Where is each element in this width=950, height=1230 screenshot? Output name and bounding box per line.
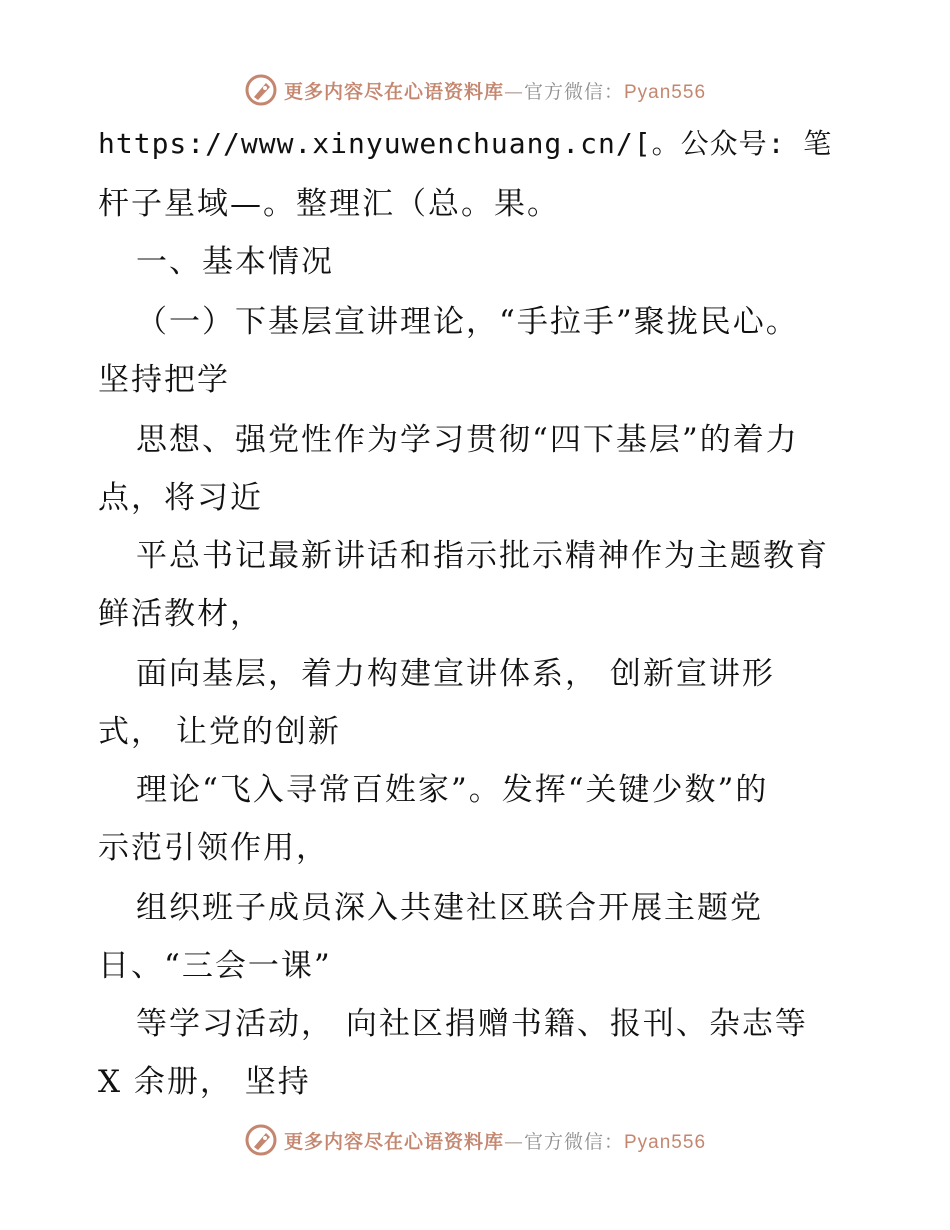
body-line: 式， 让党的创新 — [98, 714, 341, 750]
body-line: 组织班子成员深入共建社区联合开展主题党 — [136, 890, 763, 926]
body-line: 杆子星域—。整理汇（总。果。 — [98, 186, 560, 222]
watermark-wechat-id: Pyan556 — [624, 81, 707, 103]
body-line: 平总书记最新讲话和指示批示精神作为主题教育 — [136, 538, 829, 574]
footer-watermark — [0, 1120, 950, 1160]
watermark-separator: — — [503, 1130, 524, 1153]
watermark-wechat-id: Pyan556 — [624, 1131, 707, 1153]
watermark-main: 更多内容尽在心语资料库 — [283, 1130, 504, 1153]
pen-nib-logo-icon — [244, 73, 278, 107]
body-line: 思想、强党性作为学习贯彻“四下基层”的着力 — [136, 422, 799, 458]
body-line: 面向基层，着力构建宣讲体系， 创新宣讲形 — [136, 656, 775, 692]
watermark-official-label: 官方微信： — [523, 1130, 624, 1153]
body-line: 日、“三会一课” — [98, 948, 332, 984]
body-line: X 余册， 坚持 — [98, 1064, 311, 1100]
watermark-official-label: 官方微信： — [523, 80, 624, 103]
section-heading: 一、基本情况 — [136, 244, 334, 280]
pen-nib-logo-icon — [244, 1123, 278, 1157]
body-line: 等学习活动， 向社区捐赠书籍、报刊、杂志等 — [136, 1006, 808, 1042]
body-line: 理论“飞入寻常百姓家”。发挥“关键少数”的 — [136, 772, 769, 808]
body-line: https://www.xinyuwenchuang.cn/[。公众号: 笔 — [98, 127, 833, 160]
watermark-main: 更多内容尽在心语资料库 — [283, 80, 504, 103]
body-line: 坚持把学 — [98, 362, 230, 398]
watermark-text — [284, 1127, 706, 1154]
watermark-text — [284, 77, 706, 104]
body-line: （一）下基层宣讲理论，“手拉手”聚拢民心。 — [136, 304, 799, 340]
body-line: 点，将习近 — [98, 480, 263, 516]
watermark-separator: — — [503, 80, 524, 103]
header-watermark — [0, 70, 950, 110]
body-line: 鲜活教材， — [98, 596, 263, 632]
body-line: 示范引领作用， — [98, 830, 329, 866]
